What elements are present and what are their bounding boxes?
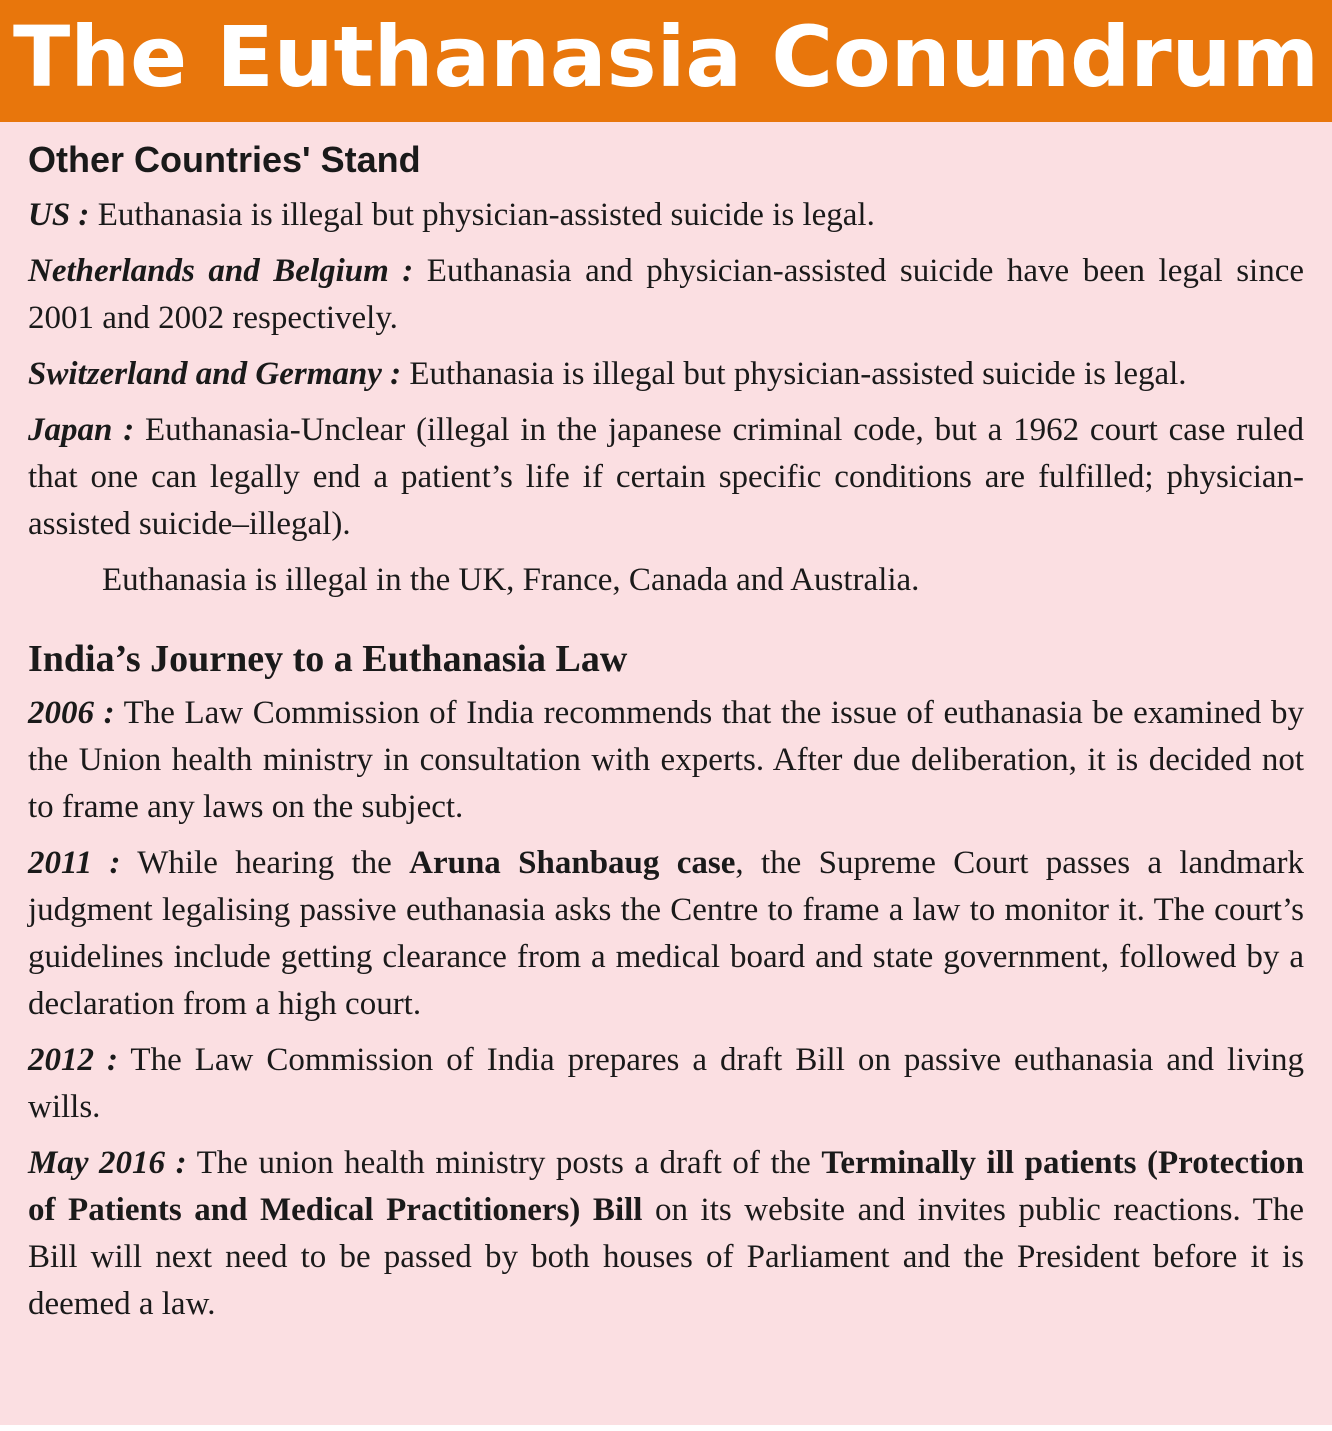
entry-lead: 2012 :	[28, 1042, 119, 1078]
page-title: The Euthanasia Conundrum	[13, 8, 1319, 106]
entry-text: The union health ministry posts a draft of the	[186, 1145, 822, 1181]
entry-text: Euthanasia-Unclear (illegal in the japanese criminal code, but a 1962 court case ruled that one can legally end a patient’s life if certain specific conditions are fulfilled; physician-assisted suicide–illegal).	[28, 412, 1305, 542]
entry-us	[28, 192, 1304, 239]
entry-switzerland-germany	[28, 351, 1304, 398]
entry-lead: 2006 :	[28, 695, 115, 731]
bill-name: Terminally ill patients (Protection of Patients and Medical Practitioners) Bill	[28, 1145, 1304, 1228]
title-banner	[0, 0, 1332, 122]
entry-text: Euthanasia is illegal but physician-assisted suicide is legal.	[89, 197, 875, 233]
entry-lead: 2011 :	[28, 845, 121, 881]
case-name: Aruna Shanbaug case	[409, 845, 736, 881]
illegal-countries-note: Euthanasia is illegal in the UK, France, Canada and Australia.	[102, 562, 920, 598]
entry-text: , the Supreme Court passes a landmark judgment legalising passive euthanasia asks the Centre to frame a law to monitor it. The court’s guidelines include getting clearance from a medical board and state government, followed by a declaration from a high court.	[28, 845, 1304, 1022]
entry-2012	[28, 1037, 1304, 1131]
entry-text: While hearing the	[120, 845, 410, 881]
entry-lead: Netherlands and Belgium :	[28, 253, 414, 289]
entry-text: The Law Commission of India prepares a draft Bill on passive euthanasia and living wills.	[28, 1042, 1304, 1125]
entry-text: on its website and invites public reactions. The Bill will next need to be passed by both houses of Parliament and the President before it is deemed a law.	[28, 1192, 1304, 1322]
entry-text: The Law Commission of India recommends that the issue of euthanasia be examined by the Union health ministry in consultation with experts. After due deliberation, it is decided not to frame any laws on the subject.	[28, 695, 1304, 825]
entry-netherlands-belgium	[28, 248, 1304, 342]
entry-lead: Japan :	[28, 412, 135, 448]
section-heading-india: India’s Journey to a Euthanasia Law	[28, 638, 628, 680]
article-body	[28, 134, 1304, 1328]
entry-may-2016	[28, 1140, 1304, 1328]
entry-2011	[28, 840, 1304, 1028]
section-heading-other-countries: Other Countries' Stand	[28, 139, 421, 180]
entry-text: Euthanasia is illegal but physician-assisted suicide is legal.	[401, 356, 1187, 392]
entry-japan	[28, 407, 1304, 548]
entry-text: Euthanasia and physician-assisted suicide have been legal since 2001 and 2002 respectively.	[28, 253, 1304, 336]
entry-lead: US :	[28, 197, 90, 233]
bottom-margin	[0, 1425, 1332, 1431]
entry-lead: May 2016 :	[28, 1145, 187, 1181]
entry-2006	[28, 690, 1304, 831]
entry-lead: Switzerland and Germany :	[28, 356, 402, 392]
